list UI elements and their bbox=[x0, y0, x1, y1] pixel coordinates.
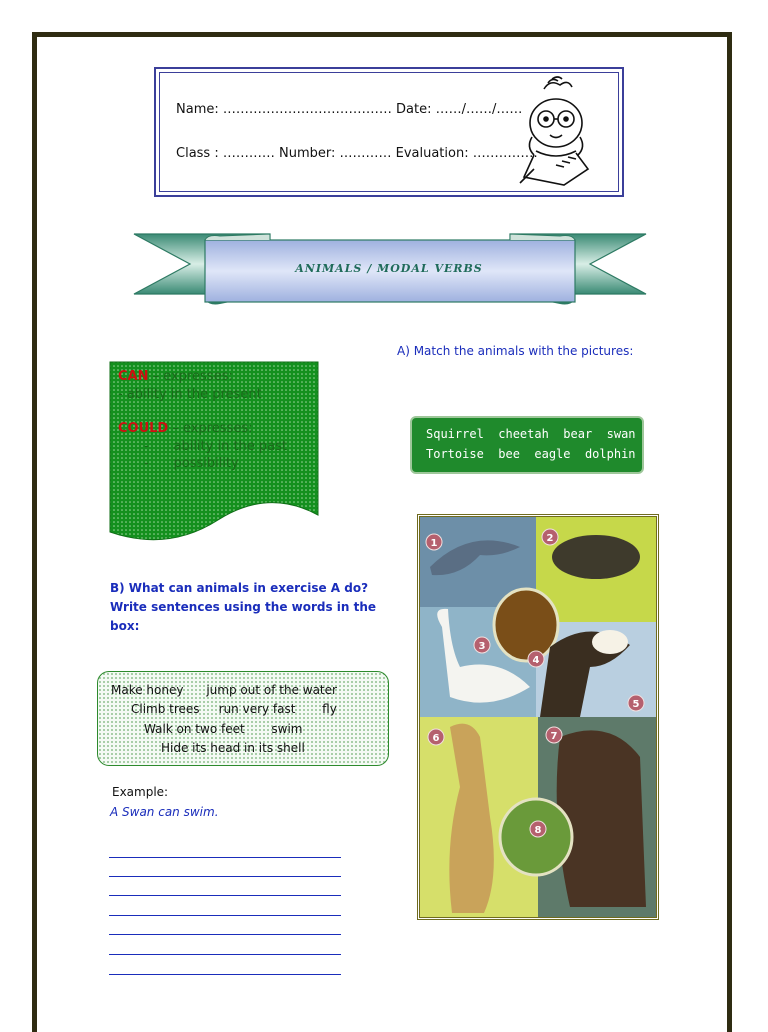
photo-number-6: 6 bbox=[432, 733, 440, 744]
photo-number-1: 1 bbox=[430, 538, 438, 549]
example-sentence: A Swan can swim. bbox=[110, 805, 219, 819]
exercise-a-instruction: A) Match the animals with the pictures: bbox=[397, 344, 634, 358]
exercise-b-instruction: B) What can animals in exercise A do? Write sentences using the words in the box: bbox=[110, 581, 377, 633]
could-rule: COULD – expresses: bbox=[118, 421, 253, 436]
grammar-note-text bbox=[118, 368, 287, 473]
answer-line-2[interactable] bbox=[109, 876, 341, 877]
class-number-evaluation-line: Class : ………… Number: ………… Evaluation: …………… bbox=[176, 146, 538, 161]
answer-line-6[interactable] bbox=[109, 954, 341, 955]
tortoise-icon bbox=[552, 535, 640, 579]
phrase-word-box bbox=[97, 671, 389, 766]
photo-number-4: 4 bbox=[532, 655, 540, 666]
animal-words-line-1: Squirrel cheetah bear swan bbox=[426, 427, 636, 441]
worksheet-title: ANIMALS / MODAL VERBS bbox=[295, 262, 483, 275]
animal-word-box bbox=[410, 416, 644, 474]
could-meaning-1: - ability in the past bbox=[144, 438, 287, 454]
can-keyword: CAN bbox=[118, 369, 149, 384]
answer-line-4[interactable] bbox=[109, 915, 341, 916]
bee-icon bbox=[494, 589, 558, 661]
photo-number-2: 2 bbox=[546, 533, 554, 544]
animal-photo-collage bbox=[417, 514, 659, 920]
photo-number-3: 3 bbox=[478, 641, 486, 652]
can-meaning: - ability in the present bbox=[118, 386, 262, 402]
thinking-student-icon bbox=[516, 75, 596, 189]
answer-line-7[interactable] bbox=[109, 974, 341, 975]
answer-line-3[interactable] bbox=[109, 895, 341, 896]
phrase-line-4: Hide its head in its shell bbox=[161, 741, 305, 755]
answer-line-5[interactable] bbox=[109, 934, 341, 935]
answer-line-1[interactable] bbox=[109, 857, 341, 858]
animal-words-line-2: Tortoise bee eagle dolphin bbox=[426, 447, 636, 461]
animal-collage-drawing bbox=[420, 517, 656, 917]
could-keyword: COULD bbox=[118, 421, 169, 436]
bear-icon bbox=[557, 730, 646, 907]
student-info-box bbox=[154, 67, 624, 197]
phrase-line-3: Walk on two feet swim bbox=[144, 722, 303, 736]
can-rule: CAN – expresses: bbox=[118, 369, 233, 384]
photo-number-5: 5 bbox=[632, 699, 640, 710]
photo-number-7: 7 bbox=[550, 731, 558, 742]
photo-number-8: 8 bbox=[534, 825, 542, 836]
example-label: Example: bbox=[112, 785, 169, 799]
could-meaning-2: - possibility bbox=[144, 456, 239, 471]
phrase-line-2: Climb trees run very fast fly bbox=[131, 702, 337, 716]
phrase-line-1: Make honey jump out of the water bbox=[111, 683, 337, 697]
name-date-line: Name: ………………………………… Date: ……/……/…… bbox=[176, 102, 523, 117]
